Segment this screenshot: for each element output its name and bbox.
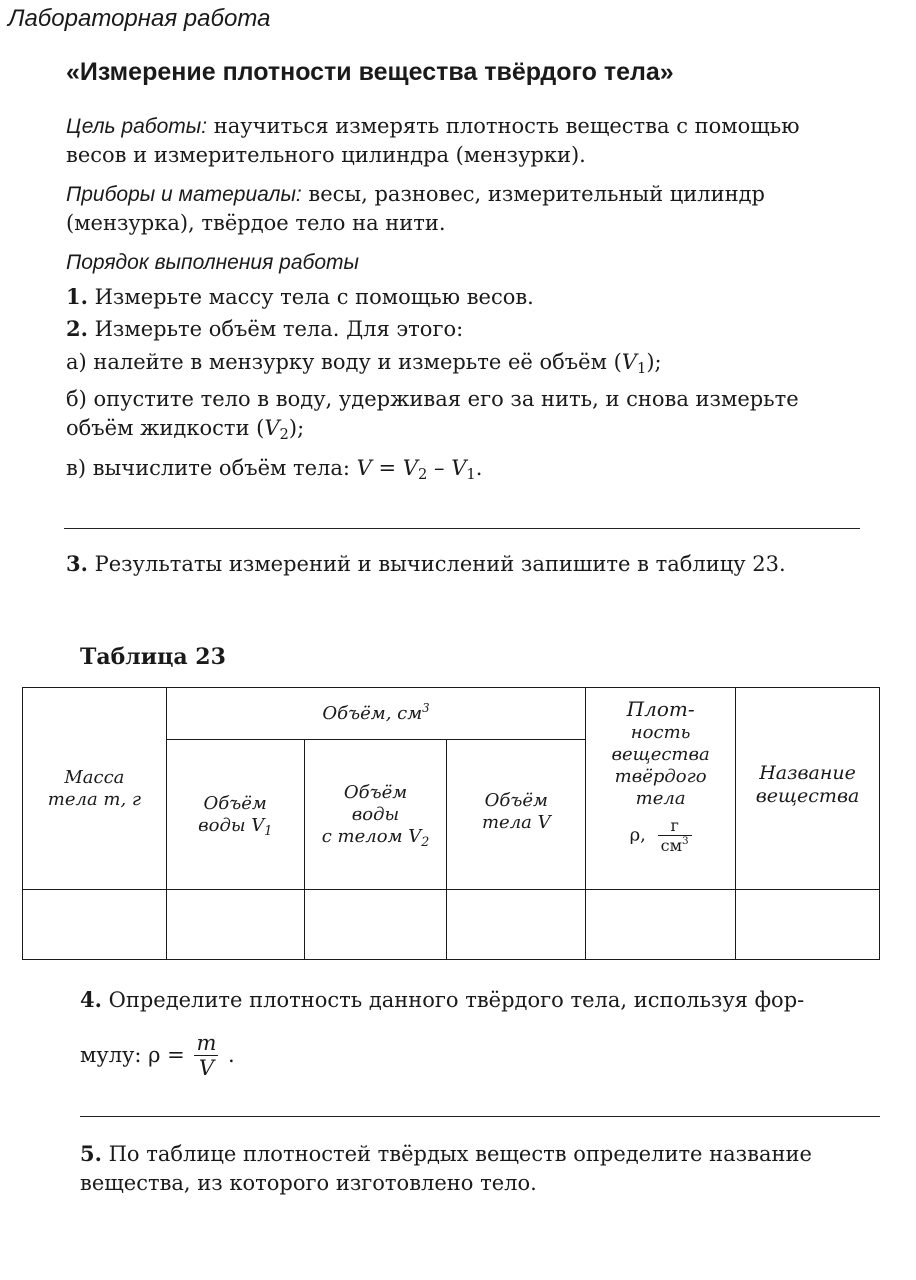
col-v1-sub: 1 — [264, 822, 273, 838]
step-1-text: Измерьте массу тела с помощью весов. — [87, 285, 534, 309]
density-formula-fraction — [194, 1031, 218, 1080]
volume-group-sup: 3 — [422, 700, 430, 715]
step-5-line-2: вещества, из которого изготовлено тело. — [80, 1171, 537, 1195]
col-v1-line-1: Объём — [203, 792, 267, 814]
mass-header-line-1: Масса — [64, 766, 125, 788]
step-4-text-2: мулу: ρ = — [80, 1042, 192, 1067]
formula-v2-sub: 2 — [417, 466, 428, 483]
formula-denominator: V — [198, 1055, 214, 1080]
formula-eq: = — [371, 456, 403, 480]
col-v2-line-1: Объём — [343, 781, 408, 803]
step-3-number: 3. — [66, 551, 88, 576]
formula-minus: – — [427, 456, 452, 480]
density-unit-num: г — [658, 816, 692, 836]
lab-label: Лабораторная работа — [8, 5, 271, 32]
substance-header — [736, 688, 880, 890]
step-4-number: 4. — [80, 987, 102, 1012]
col-v2-line-2: воды — [351, 803, 400, 825]
step-4-end: . — [221, 1042, 235, 1067]
col-v2-header — [304, 740, 447, 890]
table-caption: Таблица 23 — [80, 644, 226, 670]
step-2c — [66, 455, 482, 482]
col-v1-line-2: воды V — [198, 814, 265, 836]
col-v-header — [447, 740, 586, 890]
density-line-5: тела — [635, 788, 686, 809]
equipment-line-2: (мензурка), твёрдое тело на нити. — [66, 211, 446, 235]
step-1 — [66, 283, 534, 311]
volume-group-header — [166, 688, 585, 740]
goal-label: Цель работы: — [66, 115, 208, 138]
col-v2-line-3: с телом V — [321, 825, 422, 847]
step-2b-end: ); — [288, 416, 305, 440]
density-unit-den: $см^3$ — [660, 835, 689, 855]
step-2b-line-1: б) опустите тело в воду, удерживая его за нить, и снова измерьте — [66, 387, 799, 411]
substance-line-1: Название — [759, 762, 856, 784]
col-v-line-1: Объём — [484, 790, 548, 811]
cell-density[interactable] — [586, 890, 736, 960]
step-2-text: Измерьте объём тела. Для этого: — [87, 317, 464, 341]
step-2 — [66, 315, 463, 343]
cell-mass[interactable] — [23, 890, 167, 960]
step-1-number: 1. — [66, 284, 88, 309]
step-3 — [66, 550, 786, 578]
density-line-3: вещества — [611, 744, 710, 765]
density-formula — [630, 816, 692, 855]
formula-v1-sub: 1 — [466, 466, 476, 483]
step-2b-text: объём жидкости ( — [66, 416, 265, 440]
formula-v1: V — [451, 456, 467, 480]
table-row — [23, 890, 880, 960]
step-3-text: Результаты измерений и вычислений запишите в таблицу 23. — [87, 552, 786, 576]
procedure-heading: Порядок выполнения работы — [66, 251, 359, 274]
cell-v2[interactable] — [304, 890, 447, 960]
goal-line-1 — [66, 113, 800, 140]
step-2c-text: в) вычислите объём тела: — [66, 456, 357, 480]
step-2b-sub: 2 — [279, 426, 289, 443]
cell-v[interactable] — [447, 890, 586, 960]
cell-substance[interactable] — [736, 890, 880, 960]
goal-text-1: научиться измерять плотность вещества с помощью — [207, 114, 800, 138]
density-line-4: твёрдого — [614, 766, 707, 787]
volume-group-label: Объём, см — [322, 702, 423, 724]
formula-v2: V — [402, 456, 418, 480]
mass-header-line-2: тела m, г — [47, 788, 142, 810]
step-4-text-1: Определите плотность данного твёрдого тела, используя фор- — [101, 988, 805, 1012]
step-2a-text: а) налейте в мензурку воду и измерьте её объём ( — [66, 350, 622, 374]
step-2-number: 2. — [66, 316, 88, 341]
density-unit — [658, 816, 692, 855]
goal-line-2: весов и измерительного цилиндра (мензурки). — [66, 143, 586, 167]
cell-v1[interactable] — [166, 890, 304, 960]
step-4-line-2 — [80, 1028, 235, 1082]
step-5-text-1: По таблице плотностей твёрдых веществ определите название — [101, 1142, 812, 1166]
measurements-table — [22, 687, 880, 960]
step-5-number: 5. — [80, 1141, 102, 1166]
step-2b-line-2 — [66, 415, 304, 442]
substance-line-2: вещества — [755, 785, 860, 807]
density-header — [586, 688, 736, 890]
step-2a-end: ); — [646, 350, 662, 374]
page-title: «Измерение плотности вещества твёрдого тела» — [66, 58, 674, 86]
answer-line-1 — [64, 528, 860, 529]
mass-header — [23, 688, 167, 890]
density-symbol: ρ, — [629, 824, 646, 846]
equipment-text-1: весы, разновес, измерительный цилиндр — [301, 182, 765, 206]
formula-numerator: m — [196, 1030, 217, 1055]
step-4-line-1 — [80, 986, 804, 1014]
step-2a — [66, 349, 662, 376]
equipment-label: Приборы и материалы: — [66, 183, 302, 206]
step-2a-sub: 1 — [636, 360, 647, 377]
step-2a-var: V — [621, 350, 637, 374]
equipment-line-1 — [66, 181, 765, 208]
col-v-line-2: тела V — [481, 812, 551, 833]
density-line-1: Плот- — [626, 697, 695, 721]
col-v2-sub: 2 — [421, 833, 430, 849]
step-2b-var: V — [264, 416, 280, 440]
formula-v: V — [356, 456, 372, 480]
formula-end: . — [475, 456, 483, 480]
step-5-line-1 — [80, 1140, 812, 1168]
answer-line-2 — [80, 1116, 880, 1117]
density-line-2: ность — [630, 722, 691, 743]
density-unit-sup: 3 — [682, 835, 689, 847]
col-v1-header — [166, 740, 304, 890]
